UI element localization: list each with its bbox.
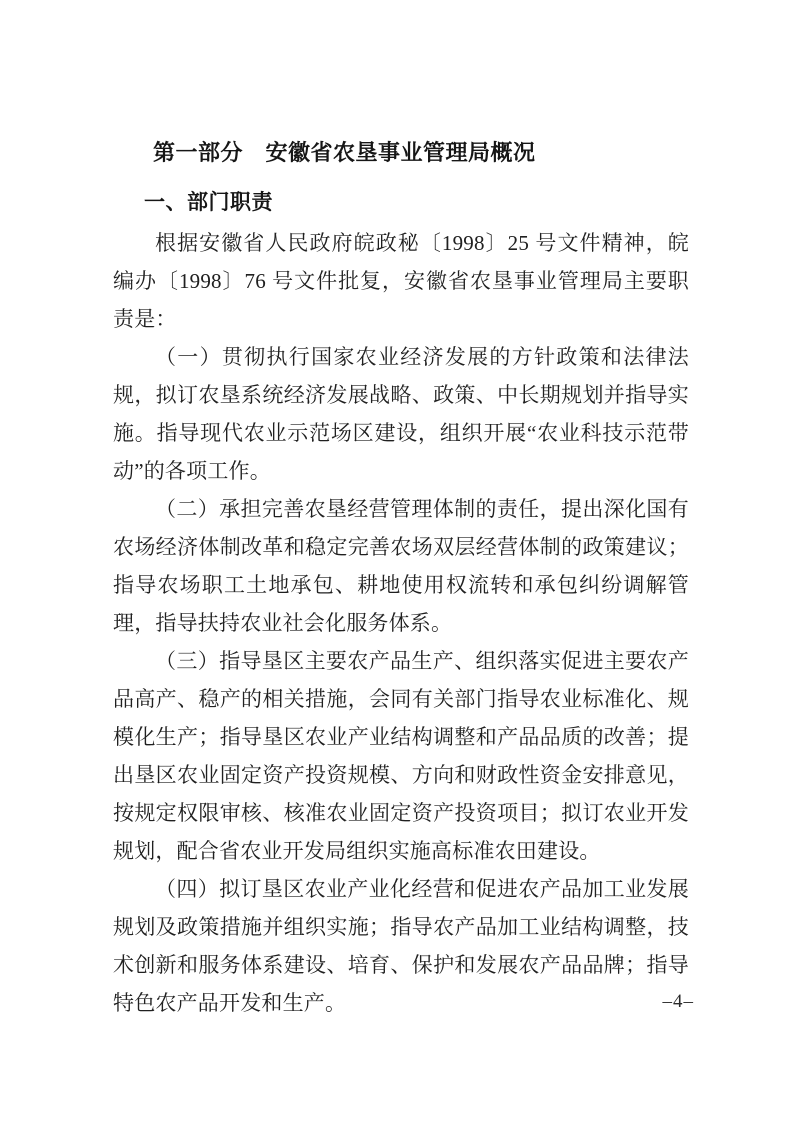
section-heading: 一、部门职责 [144, 191, 273, 214]
document-content [113, 134, 689, 1022]
paragraph-duty-4: （四）拟订垦区农业产业化经营和促进农产品加工业发展规划及政策措施并组织实施；指导农产品加工业结构调整，技术创新和服务体系建设、培育、保护和发展农产品品牌；指导特色农产品开发和生产。 [113, 877, 689, 1015]
paragraph-intro: 根据安徽省人民政府皖政秘〔1998〕25 号文件精神，皖编办〔1998〕76 号文件批复，安徽省农垦事业管理局主要职责是： [113, 231, 689, 331]
page-number: –4– [662, 991, 694, 1012]
paragraph-duty-3: （三）指导垦区主要农产品生产、组织落实促进主要农产品高产、稳产的相关措施，会同有关部门指导农业标准化、规模化生产；指导垦区农业产业结构调整和产品品质的改善；提出垦区农业固定资产投资规模、方向和财政性资金安排意见，按规定权限审核、核准农业固定资产投资项目；拟订农业开发规划，配合省农业开发局组织实施高标准农田建设。 [113, 649, 689, 863]
paragraph-duty-1: （一）贯彻执行国家农业经济发展的方针政策和法律法规，拟订农垦系统经济发展战略、政策、中长期规划并指导实施。指导现代农业示范场区建设，组织开展“农业科技示范带动”的各项工作。 [113, 345, 689, 483]
document-title: 第一部分 安徽省农垦事业管理局概况 [153, 140, 536, 165]
paragraph-duty-2: （二）承担完善农垦经营管理体制的责任，提出深化国有农场经济体制改革和稳定完善农场双层经营体制的政策建议；指导农场职工土地承包、耕地使用权流转和承包纠纷调解管理，指导扶持农业社会化服务体系。 [113, 497, 689, 635]
